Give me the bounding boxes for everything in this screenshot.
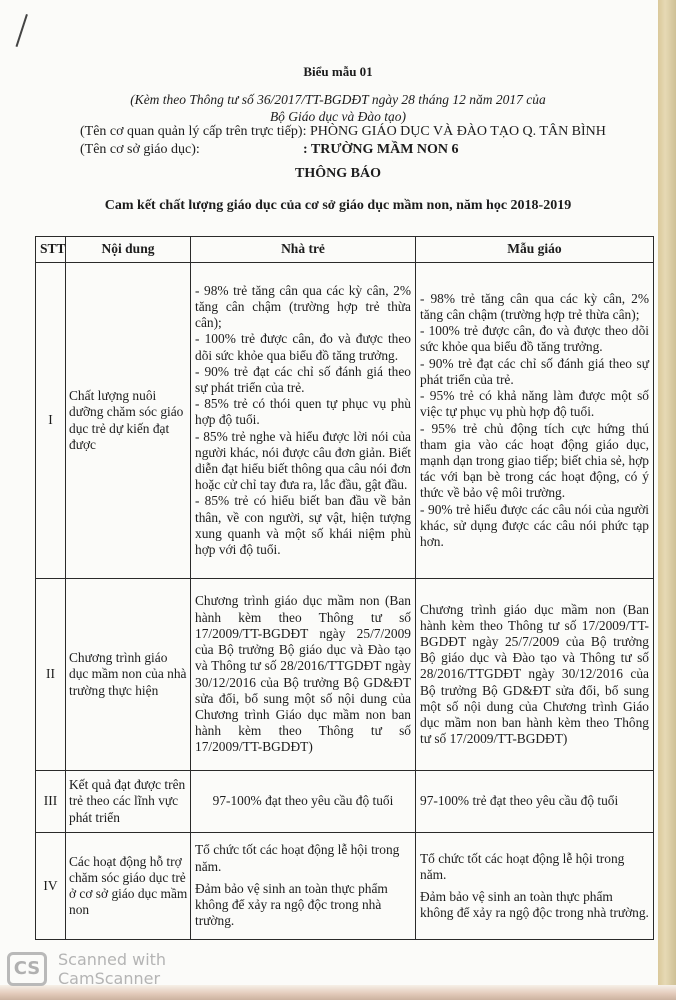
table-header-row bbox=[36, 237, 654, 263]
list-item: - 90% trẻ đạt các chỉ số đánh giá theo sự phát triển của trẻ. bbox=[420, 355, 649, 387]
table-row bbox=[36, 579, 654, 771]
row-nha-tre: 97-100% đạt theo yêu cầu độ tuổi bbox=[191, 771, 416, 833]
watermark-line1: Scanned with bbox=[58, 950, 167, 969]
header-content: Nội dung bbox=[66, 237, 191, 263]
list-item: Tổ chức tốt các hoạt động lễ hội trong năm. bbox=[420, 850, 625, 882]
header-mau-giao: Mẫu giáo bbox=[416, 237, 654, 263]
row-content: Các hoạt động hỗ trợ chăm sóc giáo dục trẻ ở cơ sở giáo dục mầm non bbox=[66, 833, 191, 940]
school-name: : TRƯỜNG MẦM NON 6 bbox=[303, 142, 459, 157]
row-nha-tre bbox=[191, 263, 416, 579]
row-stt: IV bbox=[36, 833, 66, 940]
row-content: Chương trình giáo dục mầm non của nhà trường thực hiện bbox=[66, 579, 191, 771]
attachment-note-line1: (Kèm theo Thông tư số 36/2017/TT-BGDĐT ngày 28 tháng 12 năm 2017 của bbox=[130, 92, 546, 107]
list-item: - 90% trẻ hiểu được các câu nói của người khác, sử dụng được các câu nói phức tạp hơn. bbox=[420, 501, 649, 549]
list-item: - 95% trẻ có khả năng làm được một số việc tự phục vụ phù hợp độ tuổi. bbox=[420, 388, 649, 420]
list-item: - 90% trẻ đạt các chỉ số đánh giá theo sự phát triển của trẻ. bbox=[195, 363, 411, 395]
paper-edge bbox=[658, 0, 676, 1000]
camscanner-logo-icon: CS bbox=[7, 952, 47, 986]
row-nha-tre: Chương trình giáo dục mầm non (Ban hành kèm theo Thông tư số 17/2009/TT-BGDĐT ngày 25/7/2009 của Bộ trưởng Bộ giáo dục và Đào tạo và Thông tư số 28/2016/TTGDĐT ngày 30/12/2016 của Bộ trưởng Bộ GD&ĐT sửa đổi, bổ sung một số nội dung của Chương trình Giáo dục mầm non ban hành kèm theo Thông tư số 17/2009/TT-BGDĐT) bbox=[191, 579, 416, 771]
list-item: - 100% trẻ được cân, đo và được theo dõi sức khỏe qua biểu đồ tăng trưởng. bbox=[195, 331, 411, 363]
list-item: - 85% trẻ có thói quen tự phục vụ phù hợp độ tuổi. bbox=[195, 396, 411, 428]
notice-subtitle: Cam kết chất lượng giáo dục của cơ sở giáo dục mầm non, năm học 2018-2019 bbox=[104, 198, 572, 213]
notice-heading: THÔNG BÁO bbox=[295, 166, 381, 181]
school-label: (Tên cơ sở giáo dục): bbox=[80, 142, 200, 157]
list-item: Đảm bảo vệ sinh an toàn thực phẩm không để xảy ra ngộ độc trong nhà trường. bbox=[195, 880, 388, 929]
attachment-note-line2: Bộ Giáo dục và Đào tạo) bbox=[269, 109, 407, 124]
list-item: - 100% trẻ được cân, đo và được theo dõi sức khỏe qua biểu đồ tăng trưởng. bbox=[420, 323, 649, 355]
header-nha-tre: Nhà trẻ bbox=[191, 237, 416, 263]
supervisor-agency: (Tên cơ quan quản lý cấp trên trực tiếp): PHÒNG GIÁO DỤC VÀ ĐÀO TẠO Q. TÂN BÌNH bbox=[80, 124, 606, 139]
watermark-line2: CamScanner bbox=[58, 969, 161, 988]
row-mau-giao: Chương trình giáo dục mầm non (Ban hành kèm theo Thông tư số 17/2009/TT-BGDĐT ngày 25/7/2009 của Bộ trưởng Bộ giáo dục và Đào tạo và Thông tư số 28/2016/TTGDĐT ngày 30/12/2016 của Bộ trưởng Bộ GD&ĐT sửa đổi, bổ sung một số nội dung của Chương trình Giáo dục mầm non ban hành kèm theo Thông tư số 17/2009/TT-BGDĐT) bbox=[416, 579, 654, 771]
row-stt: III bbox=[36, 771, 66, 833]
form-title: Biểu mẫu 01 bbox=[303, 64, 373, 79]
row-mau-giao: 97-100% trẻ đạt theo yêu cầu độ tuổi bbox=[416, 771, 654, 833]
list-item: Tổ chức tốt các hoạt động lễ hội trong năm. bbox=[195, 842, 400, 874]
row-stt: I bbox=[36, 263, 66, 579]
row-mau-giao bbox=[416, 263, 654, 579]
row-content: Kết quả đạt được trên trẻ theo các lĩnh vực phát triển bbox=[66, 771, 191, 833]
row-nha-tre bbox=[191, 833, 416, 940]
camscanner-watermark bbox=[58, 950, 166, 988]
commitment-table bbox=[35, 236, 654, 940]
row-stt: II bbox=[36, 579, 66, 771]
table-row bbox=[36, 833, 654, 940]
row-content: Chất lượng nuôi dưỡng chăm sóc giáo dục trẻ dự kiến đạt được bbox=[66, 263, 191, 579]
school-line bbox=[80, 142, 459, 158]
list-item: - 85% trẻ nghe và hiểu được lời nói của người khác, nói được câu đơn giản. Biết diễn đạt hiểu biết thông qua câu nói đơn hoặc cử chỉ tay đưa ra, lắc đầu, gật đầu. bbox=[195, 428, 411, 493]
list-item: - 95% trẻ chủ động tích cực hứng thú tham gia vào các hoạt động giáo dục, mạnh dạn trong giao tiếp; biết chia sẻ, hợp tác với bạn bè trong các hoạt động, có ý thức về bảo vệ môi trường. bbox=[420, 420, 649, 501]
list-item: - 98% trẻ tăng cân qua các kỳ cân, 2% tăng cân chậm (trường hợp trẻ thừa cân); bbox=[420, 290, 649, 323]
row-mau-giao bbox=[416, 833, 654, 940]
list-item: - 85% trẻ có hiểu biết ban đầu về bản thân, về con người, sự vật, hiện tượng xung quanh và một số khái niệm phù hợp với độ tuổi. bbox=[195, 493, 411, 558]
list-item: Đảm bảo vệ sinh an toàn thực phẩm không để xảy ra ngộ độc trong nhà trường. bbox=[420, 889, 649, 921]
list-item: - 98% trẻ tăng cân qua các kỳ cân, 2% tăng cân chậm (trường hợp trẻ thừa cân); bbox=[195, 282, 411, 331]
table-row bbox=[36, 263, 654, 579]
header-stt: STT bbox=[36, 237, 66, 263]
table-row bbox=[36, 771, 654, 833]
